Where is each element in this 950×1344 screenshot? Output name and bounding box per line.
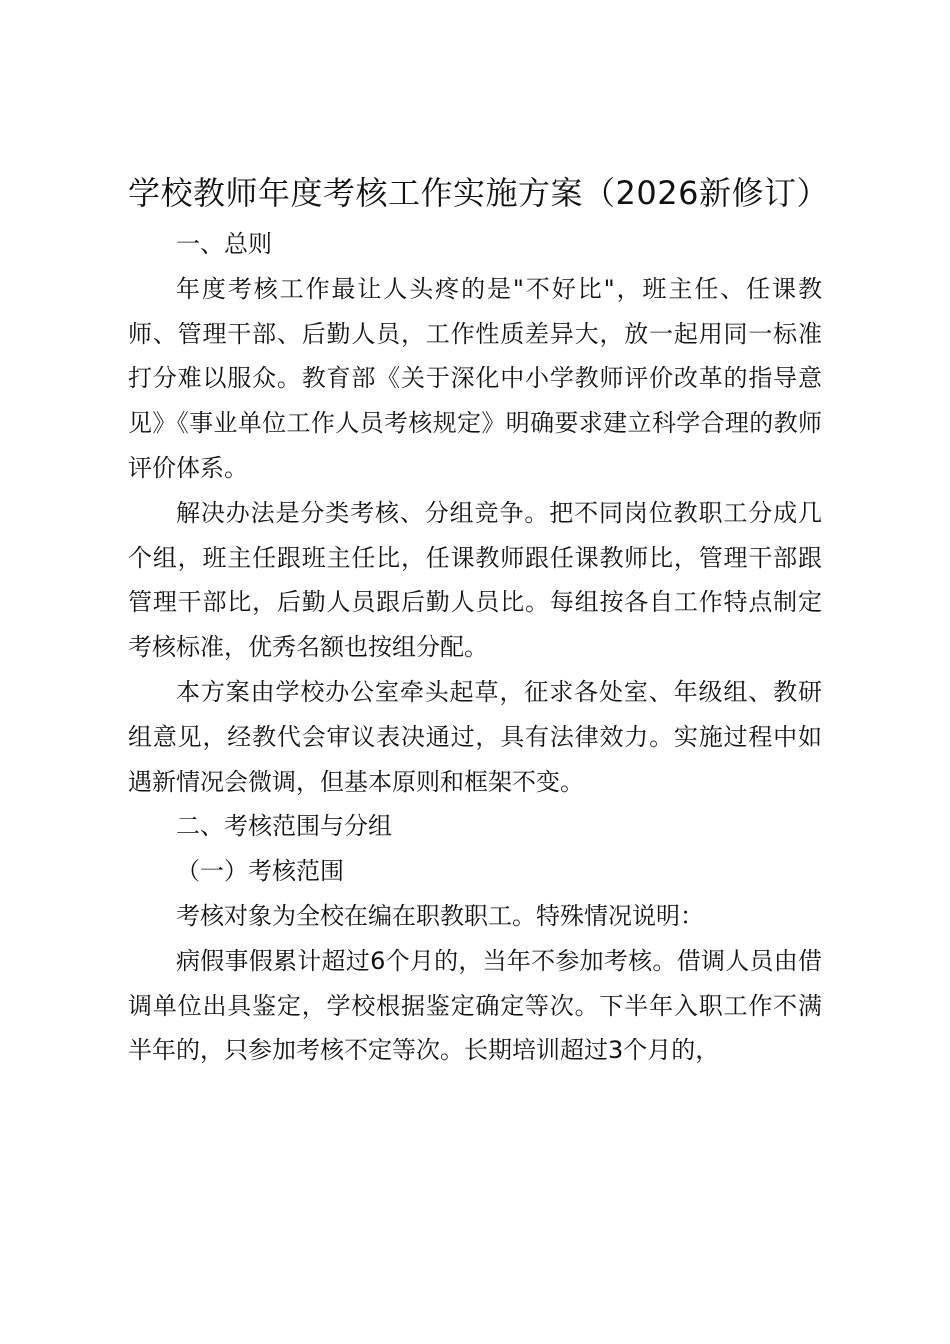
document-title: 学校教师年度考核工作实施方案（2026新修订） — [128, 174, 829, 212]
paragraph-scope-1: 考核对象为全校在编在职教职工。特殊情况说明： — [176, 901, 704, 930]
paragraph-scope-2: 病假事假累计超过6个月的，当年不参加考核。借调人员由借调单位出具鉴定，学校根据鉴定确定等次。下半年入职工作不满半年的，只参加考核不定等次。长期培训超过3个月的， — [128, 946, 822, 1065]
section-heading-scope: 二、考核范围与分组 — [176, 812, 392, 841]
paragraph-general-3: 本方案由学校办公室牵头起草，征求各处室、年级组、教研组意见，经教代会审议表决通过，具有法律效力。实施过程中如遇新情况会微调，但基本原则和框架不变。 — [128, 677, 822, 796]
paragraph-general-2: 解决办法是分类考核、分组竞争。把不同岗位教职工分成几个组，班主任跟班主任比，任课教师跟任课教师比，管理干部跟管理干部比，后勤人员跟后勤人员比。每组按各自工作特点制定考核标准，优秀名额也按组分配。 — [128, 498, 822, 662]
paragraph-general-1: 年度考核工作最让人头疼的是"不好比"，班主任、任课教师、管理干部、后勤人员，工作性质差异大，放一起用同一标准打分难以服众。教育部《关于深化中小学教师评价改革的指导意见》《事业单位工作人员考核规定》明确要求建立科学合理的教师评价体系。 — [128, 274, 822, 482]
section-heading-general: 一、总则 — [176, 230, 272, 258]
sub-heading-scope: （一）考核范围 — [176, 857, 344, 886]
